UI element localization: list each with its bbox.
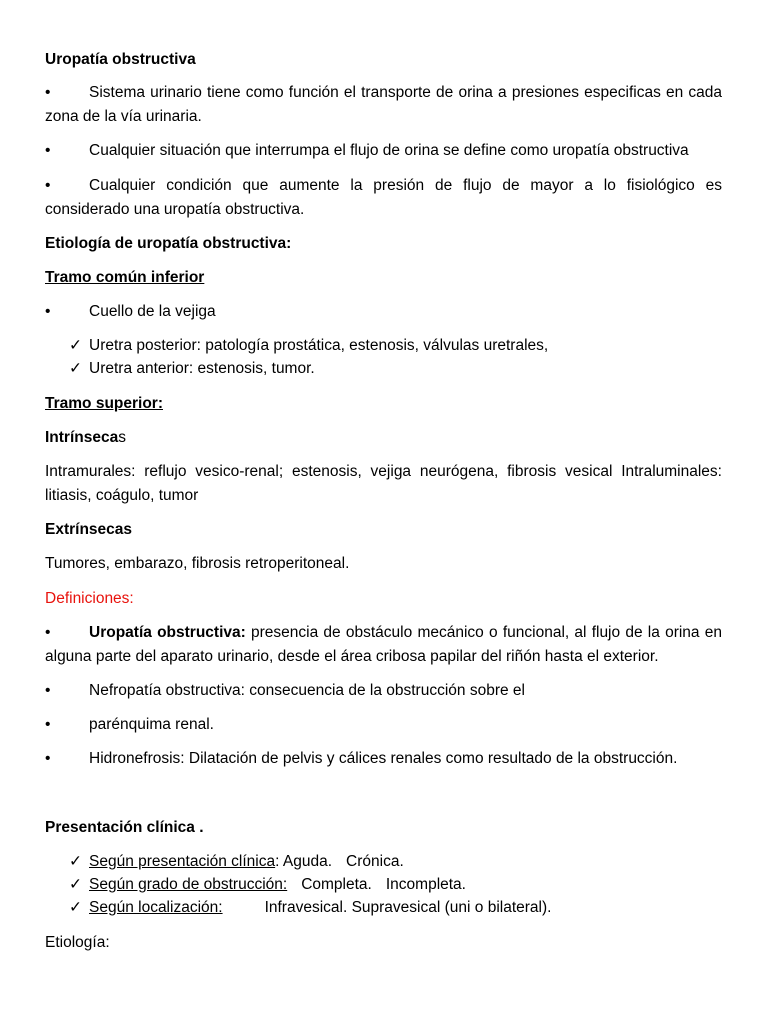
extrinsecas-text: Tumores, embarazo, fibrosis retroperitoneal.: [45, 555, 350, 572]
check-icon: ✓: [69, 337, 82, 354]
tramo-comun-heading: Tramo común inferior: [45, 269, 205, 286]
presentacion-heading: Presentación clínica .: [45, 819, 204, 836]
definicion-bullet-2: • parénquima renal.: [45, 713, 722, 737]
document-title: Uropatía obstructiva: [45, 51, 196, 68]
definicion-bullet-1: • Nefropatía obstructiva: consecuencia de la obstrucción sobre el: [45, 679, 722, 703]
definicion-uropatia: • Uropatía obstructiva: presencia de obstáculo mecánico o funcional, al flujo de la orina en alguna parte del aparato urinario, desde el área cribosa papilar del riñón hasta el exterior.: [45, 621, 722, 668]
bullet-icon: •: [45, 716, 51, 733]
intro-bullet-2: • Cualquier situación que interrumpa el flujo de orina se define como uropatía obstructiva: [45, 139, 722, 163]
bullet-icon: •: [45, 750, 51, 767]
intrinsecas-text: Intramurales: reflujo vesico-renal; estenosis, vejiga neurógena, fibrosis vesical Intraluminales: litiasis, coágulo, tumor: [45, 463, 722, 504]
definicion-bullet-3: • Hidronefrosis: Dilatación de pelvis y cálices renales como resultado de la obstrucción.: [45, 747, 722, 771]
etiologia-final-heading: Etiología:: [45, 934, 110, 951]
check-item-uretra-posterior: ✓ Uretra posterior: patología prostática, estenosis, válvulas uretrales,: [69, 334, 548, 358]
presentacion-item-clinica: ✓ Según presentación clínica: Aguda. Crónica.: [69, 850, 404, 874]
check-icon: ✓: [69, 360, 82, 377]
check-item-uretra-anterior: ✓ Uretra anterior: estenosis, tumor.: [69, 357, 315, 381]
intro-bullet-3: • Cualquier condición que aumente la presión de flujo de mayor a lo fisiológico es considerado una uropatía obstructiva.: [45, 174, 722, 221]
tramo-superior-heading: Tramo superior:: [45, 395, 163, 412]
bullet-icon: •: [45, 682, 51, 699]
check-icon: ✓: [69, 876, 82, 893]
check-icon: ✓: [69, 853, 82, 870]
tramo-comun-bullet: • Cuello de la vejiga: [45, 300, 722, 324]
presentacion-item-grado: ✓ Según grado de obstrucción: Completa. Incompleta.: [69, 873, 466, 897]
bullet-icon: •: [45, 84, 51, 101]
etiologia-heading: Etiología de uropatía obstructiva:: [45, 235, 292, 252]
check-icon: ✓: [69, 899, 82, 916]
bullet-icon: •: [45, 303, 51, 320]
bullet-icon: •: [45, 142, 51, 159]
intrinsecas-heading: Intrínsecas: [45, 429, 126, 446]
bullet-icon: •: [45, 177, 51, 194]
presentacion-item-localizacion: ✓ Según localización: Infravesical. Supravesical (uni o bilateral).: [69, 896, 551, 920]
definiciones-heading: Definiciones:: [45, 590, 134, 607]
bullet-icon: •: [45, 624, 51, 641]
extrinsecas-heading: Extrínsecas: [45, 521, 133, 538]
intro-bullet-1: • Sistema urinario tiene como función el transporte de orina a presiones especificas en cada zona de la vía urinaria.: [45, 81, 722, 128]
